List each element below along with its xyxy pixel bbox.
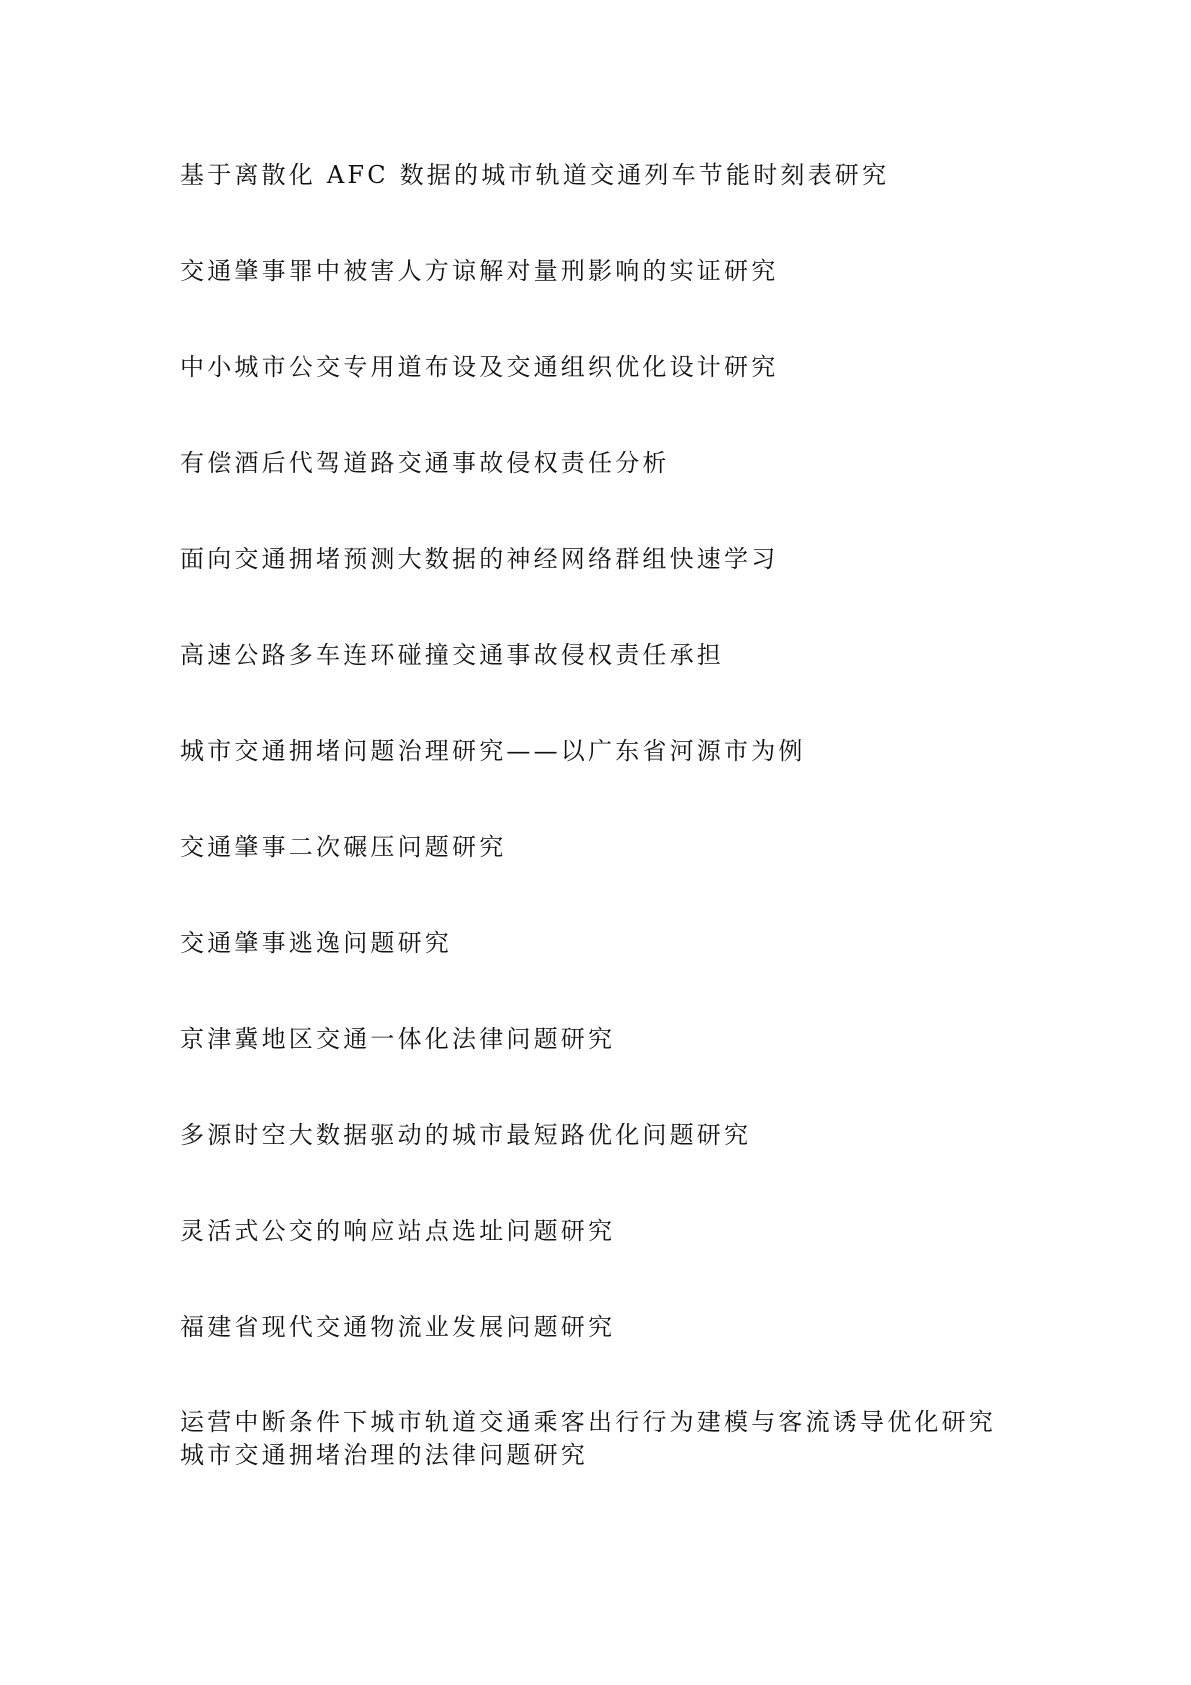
list-item: 交通肇事逃逸问题研究 <box>180 929 452 957</box>
list-item: 福建省现代交通物流业发展问题研究 <box>180 1313 616 1341</box>
list-item: 运营中断条件下城市轨道交通乘客出行行为建模与客流诱导优化研究城市交通拥堵治理的法律问题研究 <box>180 1408 996 1469</box>
list-item: 中小城市公交专用道布设及交通组织优化设计研究 <box>180 353 779 381</box>
list-item: 高速公路多车连环碰撞交通事故侵权责任承担 <box>180 641 724 669</box>
list-item: 交通肇事罪中被害人方谅解对量刑影响的实证研究 <box>180 257 779 285</box>
list-item: 灵活式公交的响应站点选址问题研究 <box>180 1217 616 1245</box>
list-item: 有偿酒后代驾道路交通事故侵权责任分析 <box>180 449 670 477</box>
list-item: 京津冀地区交通一体化法律问题研究 <box>180 1025 616 1053</box>
list-item: 面向交通拥堵预测大数据的神经网络群组快速学习 <box>180 545 779 573</box>
list-item: 多源时空大数据驱动的城市最短路优化问题研究 <box>180 1121 752 1149</box>
list-item: 交通肇事二次碾压问题研究 <box>180 833 507 861</box>
list-item: 基于离散化 AFC 数据的城市轨道交通列车节能时刻表研究 <box>180 161 890 189</box>
list-item: 城市交通拥堵问题治理研究——以广东省河源市为例 <box>180 737 806 765</box>
title-list <box>180 158 1020 1472</box>
